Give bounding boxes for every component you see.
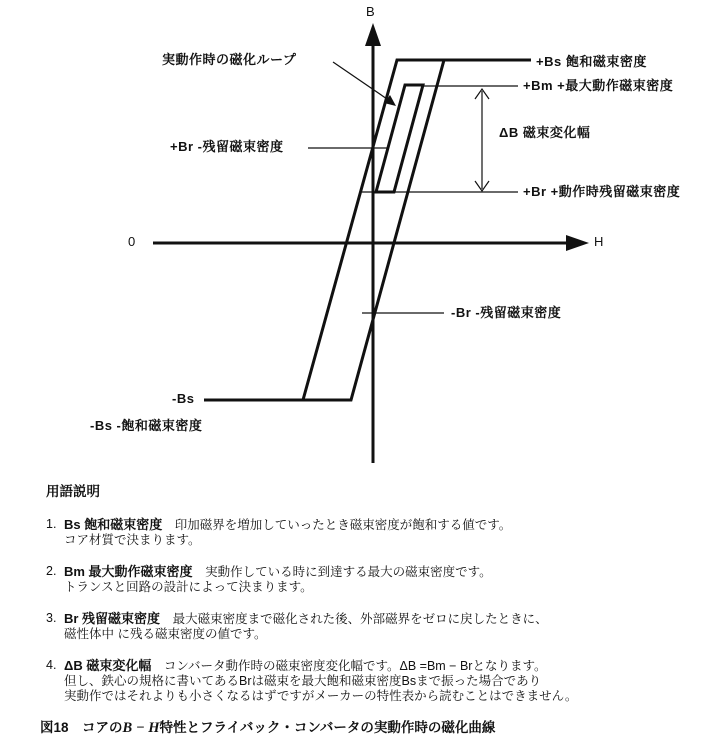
term-description: 実動作している時に到達する最大の磁束密度です。 (192, 565, 492, 579)
loop-annotation-arrow-line (333, 62, 390, 101)
term-item-bm (46, 564, 696, 595)
term-name: ΔB 磁束変化幅 (64, 658, 152, 673)
term-item-bs (46, 517, 696, 548)
origin-label: 0 (128, 234, 136, 249)
term-name: Bs 飽和磁束密度 (64, 517, 163, 532)
term-body (64, 658, 577, 704)
term-number: 1. (46, 517, 57, 531)
term-number: 2. (46, 564, 57, 578)
term-description-cont: 実動作ではそれよりも小さくなるはずですがメーカーの特性表から読むことはできません。 (64, 689, 578, 703)
operating-minor-loop (376, 85, 423, 192)
label-br-pos-left: +Br -残留磁束密度 (170, 139, 284, 154)
term-description-cont: トランスと回路の設計によって決まります。 (64, 580, 313, 594)
h-axis-arrowhead-icon (566, 235, 589, 251)
caption-text-post: 特性とフライバック・コンバータの実動作時の磁化曲線 (159, 720, 496, 735)
h-axis-label: H (594, 234, 604, 249)
term-number: 3. (46, 611, 57, 625)
label-delta-b: ΔB 磁束変化幅 (499, 125, 591, 140)
label-bs-neg-long: -Bs -飽和磁束密度 (90, 418, 203, 433)
term-item-br (46, 611, 696, 642)
b-axis-label: B (366, 4, 375, 19)
figure-caption (40, 716, 495, 737)
label-br-neg: -Br -残留磁束密度 (451, 305, 562, 320)
term-description: 印加磁界を増加していったとき磁束密度が飽和する値です。 (162, 518, 512, 532)
term-body (64, 564, 492, 595)
term-description: 最大磁束密度まで磁化された後、外部磁界をゼロに戻したときに、 (160, 612, 548, 626)
term-name: Bm 最大動作磁束密度 (64, 564, 193, 579)
label-bs-neg-short: -Bs (172, 391, 195, 406)
term-body (64, 517, 511, 548)
term-item-delta-b (46, 658, 696, 704)
figure-number: 図18 (40, 720, 69, 735)
label-br-operating: +Br +動作時残留磁束密度 (523, 184, 681, 199)
label-bs-pos: +Bs 飽和磁束密度 (536, 54, 647, 69)
term-description-cont: 磁性体中 に残る磁束密度の値です。 (64, 627, 267, 641)
label-bm-pos: +Bm +最大動作磁束密度 (523, 78, 674, 93)
term-description-cont: 但し、鉄心の規格に書いてあるBrは磁束を最大飽和磁束密度Bsまで振った場合であり (64, 674, 542, 688)
b-axis-arrowhead-icon (365, 23, 381, 46)
term-name: Br 残留磁束密度 (64, 611, 161, 626)
term-body (64, 611, 548, 642)
terminology-heading: 用語説明 (46, 484, 100, 499)
caption-text-pre: コアの (68, 720, 123, 735)
term-description-cont: コア材質で決まります。 (64, 533, 201, 547)
terminology-section (46, 484, 696, 720)
label-operating-loop: 実動作時の磁化ループ (162, 52, 297, 67)
caption-math-bh: B − H (122, 720, 160, 736)
term-number: 4. (46, 658, 57, 672)
term-description: コンバータ動作時の磁束密度変化幅です。ΔB =Bm − Brとなります。 (151, 659, 547, 673)
